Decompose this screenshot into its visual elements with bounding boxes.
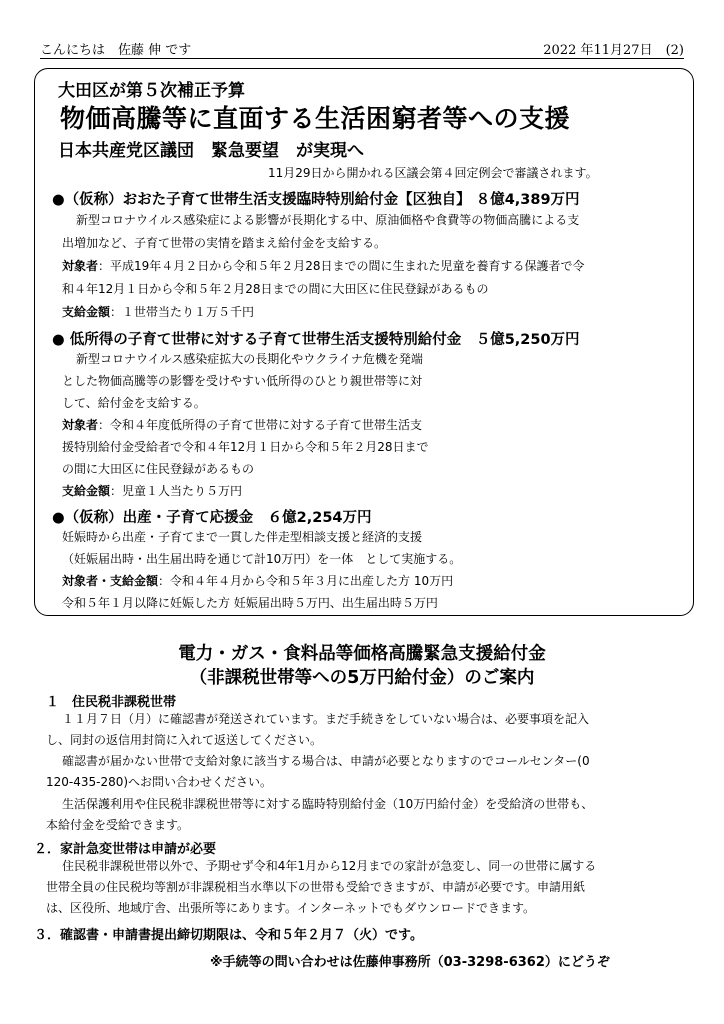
- item1-amount-value: ：１世帯当たり１万５千円: [110, 305, 255, 319]
- item1-target: [62, 259, 585, 273]
- item1-target-label: 対象者: [62, 259, 99, 273]
- section2-line: は、区役所、地域庁舎、出張所等にあります。インターネットでもダウンロードできます。: [46, 901, 536, 915]
- item2-target-label: 対象者: [62, 418, 99, 432]
- section1-line: し、同封の返信用封筒に入れて返送してください。: [46, 733, 323, 747]
- item3-heading: ●（仮称）出産・子育て応援金 ６億2,254万円: [52, 510, 372, 526]
- section1-line: 本給付金を受給できます。: [46, 818, 190, 832]
- guide-title-1: 電力・ガス・食料品等価格高騰緊急支援給付金: [178, 644, 546, 664]
- header-greeting: こんにちは 佐藤 伸 です: [40, 43, 192, 58]
- item3-target-label: 対象者・支給金額: [62, 574, 159, 588]
- item1-line: 新型コロナウイルス感染症による影響が長期化する中、原油価格や食費等の物価高騰による支: [76, 213, 580, 227]
- item2-line: とした物価高騰等の影響を受けやすい低所得のひとり親世帯等に対: [62, 374, 423, 388]
- item1-amount-label: 支給金額: [62, 305, 111, 319]
- item2-target-line: ：令和４年度低所得の子育て世帯に対する子育て世帯生活支: [98, 418, 423, 432]
- box-title: 物価高騰等に直面する生活困窮者等への支援: [60, 104, 571, 133]
- item2-amount-value: ：児童１人当たり５万円: [110, 484, 243, 498]
- item1-amount: [62, 305, 254, 319]
- item2-amount-label: 支給金額: [62, 484, 111, 498]
- item2-amount: [62, 484, 242, 498]
- item2-target-line: の間に大田区に住民登録があるもの: [62, 462, 255, 476]
- box-note: 11月29日から開かれる区議会第４回定例会で審議されます。: [268, 166, 598, 180]
- item3-line: 妊娠時から出産・子育てまで一貫した伴走型相談支援と経済的支援: [62, 530, 423, 544]
- box-subtitle: 日本共産党区議団 緊急要望 が実現へ: [58, 141, 364, 161]
- item2-line: 新型コロナウイルス感染症拡大の長期化やウクライナ危機を発端: [76, 352, 423, 366]
- section3-heading: ３．確認書・申請書提出締切期限は、令和５年２月７（火）です。: [34, 928, 423, 943]
- item3-target-line: ：令和４年４月から令和５年３月に出産した方 10万円: [158, 574, 454, 588]
- item1-heading: ●（仮称）おおた子育て世帯生活支援臨時特別給付金【区独自】 ８億4,389万円: [52, 192, 580, 208]
- item2-line: して、給付金を支給する。: [62, 396, 206, 410]
- header-date: 2022 年11月27日 (2): [543, 43, 684, 58]
- item1-target-line: 和４年12月１日から令和５年２月28日までの間に大田区に住民登録があるもの: [62, 282, 489, 296]
- item2-target: [62, 418, 422, 432]
- section1-line: 生活保護利用や住民税非課税世帯等に対する臨時特別給付金（10万円給付金）を受給済の世帯も、: [62, 797, 594, 811]
- section1-heading: １ 住民税非課税世帯: [46, 695, 177, 710]
- contact-note: ※手続等の問い合わせは佐藤伸事務所（03-3298-6362）にどうぞ: [210, 955, 610, 970]
- page-header: [40, 36, 684, 59]
- section2-line: 世帯全員の住民税均等割が非課税相当水準以下の世帯も受給できますが、申請が必要です。申請用紙: [46, 880, 586, 894]
- section1-line: １１月７日（月）に確認書が発送されています。まだ手続きをしていない場合は、必要事項を記入: [62, 712, 590, 726]
- section1-line: 確認書が届かない世帯で支給対象に該当する場合は、申請が必要となりますのでコールセンター(0: [62, 754, 590, 768]
- item1-line: 出増加など、子育て世帯の実情を踏まえ給付金を支給する。: [62, 236, 387, 250]
- section2-heading: ２．家計急変世帯は申請が必要: [34, 842, 217, 857]
- box-kicker: 大田区が第５次補正予算: [58, 81, 245, 101]
- section1-line: 120-435-280)へお問い合わせください。: [46, 775, 273, 789]
- item2-target-line: 援特別給付金受給者で令和４年12月１日から令和５年２月28日まで: [62, 440, 429, 454]
- item3-target-line: 令和５年１月以降に妊娠した方 妊娠届出時５万円、出生届出時５万円: [62, 596, 438, 610]
- guide-title-2: （非課税世帯等への5万円給付金）のご案内: [189, 668, 535, 688]
- item1-target-line: ：平成19年４月２日から令和５年２月28日までの間に生まれた児童を養育する保護者で令: [98, 259, 585, 273]
- item3-line: （妊娠届出時・出生届出時を通じて計10万円）を一体 として実施する。: [62, 552, 462, 566]
- section2-line: 住民税非課税世帯以外で、予期せず令和4年1月から12月までの家計が急変し、同一の世帯に属する: [62, 859, 597, 873]
- item3-target: [62, 574, 453, 588]
- item2-heading: ● 低所得の子育て世帯に対する子育て世帯生活支援特別給付金 ５億5,250万円: [52, 332, 580, 348]
